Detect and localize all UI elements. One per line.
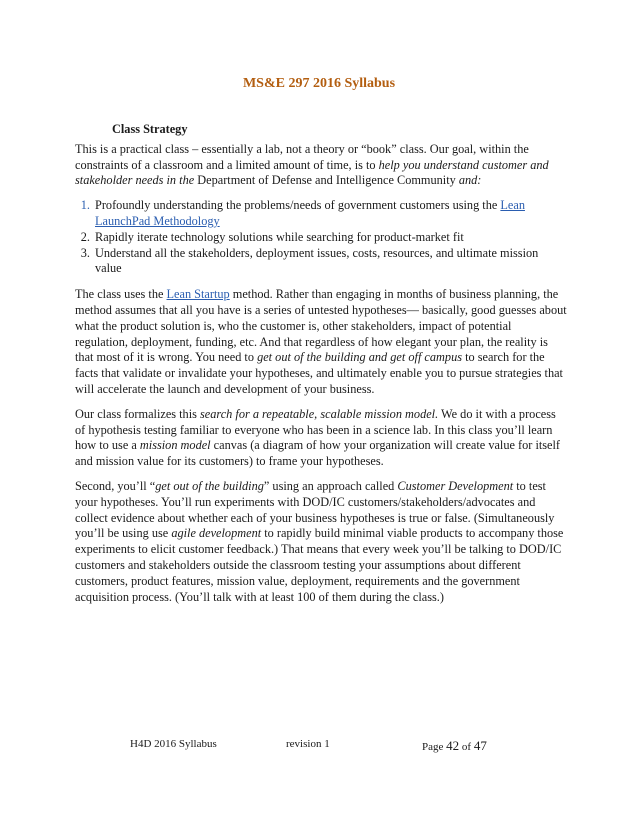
paragraph-lean-startup: The class uses the Lean Startup method. Rather than engaging in months of business planning, the method assumes that all you have is a series of untested hypotheses— basically, good guesses about what the product solution is, who the customer is, other stakeholders, impact of potential regulation, deployment, funding, etc. And that regardless of how elegant your plan, the reality is that most of it is wrong. You need to get out of the building and get off campus to search for the facts that validate or invalidate your hypotheses, and ultimately enable you to pursue strategies that will accelerate the launch and development of your business. [75, 287, 567, 396]
intro-paragraph: This is a practical class – essentially a lab, not a theory or “book” class. Our goal, within the constraints of a classroom and a limited amount of time, is to help you understand customer and stakeholder needs in the Department of Defense and Intelligence Community and: [75, 141, 549, 188]
footer-revision: revision 1 [286, 738, 330, 750]
lean-startup-link[interactable]: Lean Startup [166, 287, 230, 302]
paragraph-mission-model: Our class formalizes this search for a repeatable, scalable mission model. We do it with a process of hypothesis testing familiar to everyone who has been in a science lab. In this class you’ll learn how to use a mission model canvas (a diagram of how your organization will create value for itself and mission value for its customers) to frame your hypotheses. [75, 406, 561, 469]
footer-page-number: Page 42 of 47 [422, 738, 487, 753]
section-heading: Class Strategy [112, 122, 188, 136]
footer-course: H4D 2016 Syllabus [130, 738, 217, 750]
goals-list [75, 198, 567, 277]
list-item: 3. Understand all the stakeholders, deployment issues, costs, resources, and ultimate mission value [93, 246, 567, 278]
page-title: MS&E 297 2016 Syllabus [242, 76, 396, 91]
list-item: 2. Rapidly iterate technology solutions while searching for product-market fit [93, 230, 567, 246]
document-body [75, 122, 567, 614]
lean-launchpad-link[interactable]: Lean LaunchPad Methodology [95, 198, 525, 228]
paragraph-customer-development: Second, you’ll “get out of the building” using an approach called Customer Development to test your hypotheses. You’ll run experiments with DOD/IC customers/stakeholders/advocates and collect evidence about whether each of your business hypotheses is true or false. (Simultaneously you’ll be using use agile development to rapidly build minimal viable products to accompany those experiments to elicit customer feedback.) That means that every week you’ll be talking to DOD/IC customers and stakeholders outside the classroom testing your assumptions about different customers, product features, mission value, deployment, requirements and the government acquisition process. (You’ll talk with at least 100 of them during the class.) [75, 478, 564, 604]
list-item: 1. Profoundly understanding the problems/needs of government customers using the Lean LaunchPad Methodology [93, 198, 567, 230]
